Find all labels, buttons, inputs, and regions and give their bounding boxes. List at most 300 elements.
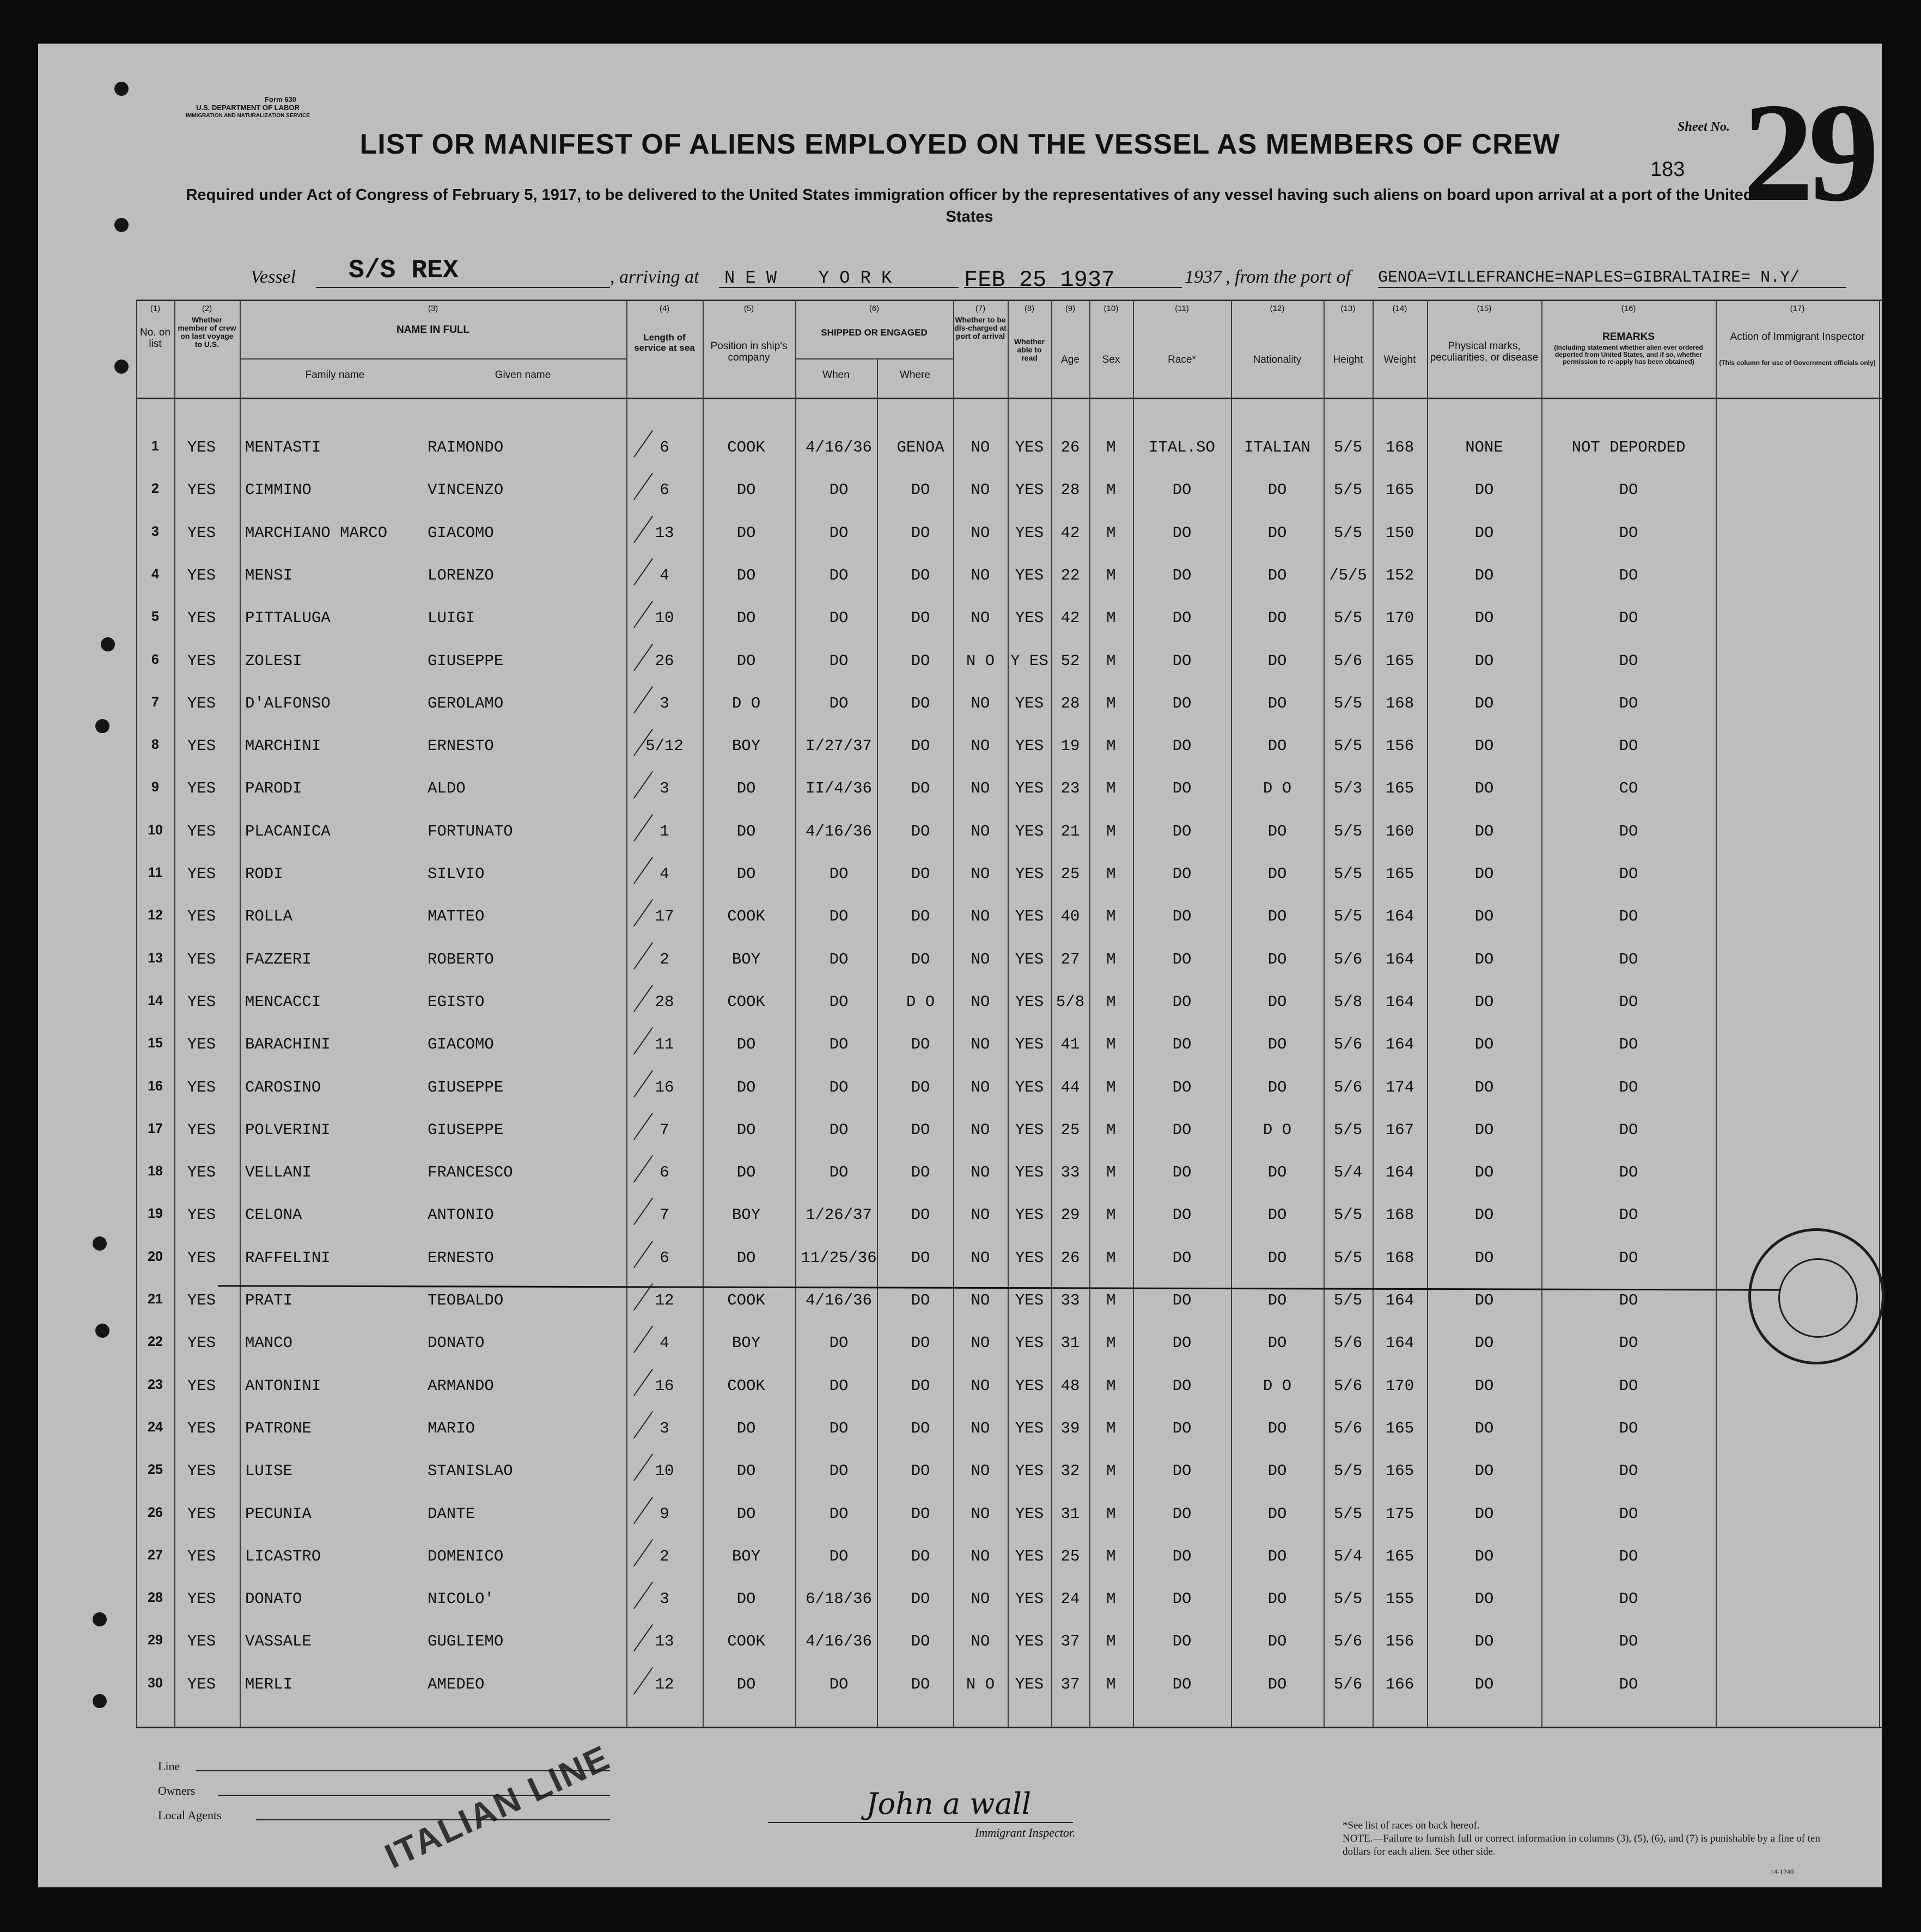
column-number: (17) (1790, 304, 1805, 313)
punch-hole (93, 1694, 107, 1708)
cell-discharged: NO (971, 566, 990, 584)
cell-physical: DO (1474, 1632, 1494, 1650)
cell-service: 7 (660, 1206, 669, 1224)
punch-hole (95, 1324, 109, 1338)
cell-member: YES (187, 993, 216, 1011)
cell-given-name: GUGLIEMO (428, 1632, 504, 1650)
cell-remarks: DO (1619, 1035, 1638, 1053)
row-number: 13 (148, 950, 163, 966)
cell-age: 44 (1060, 1078, 1080, 1096)
cell-position: DO (736, 822, 756, 840)
cell-when: DO (829, 652, 849, 670)
cell-physical: DO (1474, 694, 1494, 712)
row-number: 7 (151, 694, 159, 710)
cell-member: YES (187, 438, 216, 456)
cell-where: DO (911, 481, 930, 499)
name-header-rule (240, 358, 626, 359)
cell-sex: M (1106, 1078, 1116, 1096)
cell-service: 6 (660, 1163, 669, 1181)
cell-sex: M (1106, 438, 1116, 456)
cell-nationality: DO (1267, 694, 1287, 712)
cell-position: COOK (727, 993, 765, 1011)
cell-sex: M (1106, 1419, 1116, 1437)
cell-able-read: YES (1015, 822, 1044, 840)
cell-able-read: YES (1015, 1377, 1044, 1395)
cell-given-name: MATTEO (428, 907, 485, 925)
cell-sex: M (1106, 1547, 1116, 1565)
cell-nationality: DO (1267, 993, 1287, 1011)
cell-position: COOK (727, 1291, 765, 1309)
cell-physical: DO (1474, 865, 1494, 883)
cell-nationality: DO (1267, 822, 1287, 840)
cell-position: BOY (731, 1547, 761, 1565)
cell-nationality: DO (1267, 1206, 1287, 1224)
col-divider (1879, 300, 1880, 1727)
cell-remarks: DO (1619, 1121, 1638, 1139)
row-number: 12 (148, 907, 163, 923)
cell-remarks: DO (1619, 566, 1638, 584)
cell-where: DO (911, 950, 930, 968)
cell-where: DO (911, 694, 930, 712)
cell-member: YES (187, 1462, 216, 1480)
cell-nationality: DO (1267, 1462, 1287, 1480)
cell-family-name: CAROSINO (245, 1078, 321, 1096)
col-divider (1089, 300, 1090, 1727)
cell-service: 3 (660, 1590, 669, 1608)
cell-remarks: DO (1619, 1419, 1638, 1437)
cell-where: DO (911, 609, 930, 627)
cell-where: DO (911, 865, 930, 883)
cell-weight: 170 (1385, 1377, 1414, 1395)
cell-able-read: YES (1015, 1590, 1044, 1608)
cell-member: YES (187, 737, 216, 755)
cell-given-name: GIUSEPPE (428, 1078, 504, 1096)
row-number: 23 (148, 1377, 163, 1392)
cell-able-read: YES (1015, 950, 1044, 968)
cell-age: 29 (1060, 1206, 1080, 1224)
cell-where: DO (911, 779, 930, 797)
header-physical: Physical marks, peculiarities, or disease (1430, 340, 1539, 363)
cell-age: 33 (1060, 1163, 1080, 1181)
cell-position: DO (736, 481, 756, 499)
cell-family-name: MENCACCI (245, 993, 321, 1011)
cell-able-read: YES (1015, 993, 1044, 1011)
cell-weight: 165 (1385, 1462, 1414, 1480)
cell-weight: 160 (1385, 822, 1414, 840)
row-20-strikethrough (218, 1285, 1781, 1291)
cell-position: DO (736, 1419, 756, 1437)
sheet-label: Sheet No. (1678, 120, 1730, 134)
cell-nationality: DO (1267, 1675, 1287, 1693)
cell-given-name: MARIO (428, 1419, 475, 1437)
cell-age: 31 (1060, 1334, 1080, 1352)
header-shipped: SHIPPED OR ENGAGED (821, 327, 928, 338)
cell-physical: DO (1474, 1121, 1494, 1139)
cell-position: DO (736, 652, 756, 670)
cell-when: 4/16/36 (806, 822, 872, 840)
cell-race: DO (1172, 779, 1192, 797)
cell-member: YES (187, 1547, 216, 1565)
cell-given-name: GEROLAMO (428, 694, 504, 712)
seal-eagle-icon (1778, 1258, 1858, 1338)
cell-when: 11/25/36 (801, 1249, 877, 1267)
punch-hole (114, 218, 129, 232)
cell-nationality: DO (1267, 1419, 1287, 1437)
column-number: (14) (1392, 304, 1407, 313)
cell-member: YES (187, 822, 216, 840)
cell-remarks: NOT DEPORDED (1571, 438, 1686, 456)
cell-height: 5/5 (1333, 1121, 1363, 1139)
cell-where: DO (911, 652, 930, 670)
cell-sex: M (1106, 865, 1116, 883)
cell-when: DO (829, 566, 849, 584)
cell-member: YES (187, 865, 216, 883)
row-number: 8 (151, 737, 159, 752)
cell-family-name: ROLLA (245, 907, 293, 925)
cell-family-name: PATRONE (245, 1419, 312, 1437)
cell-sex: M (1106, 1377, 1116, 1395)
cell-discharged: NO (971, 1590, 990, 1608)
cell-family-name: POLVERINI (245, 1121, 331, 1139)
cell-height: 5/5 (1333, 1462, 1363, 1480)
cell-height: 5/6 (1333, 1334, 1363, 1352)
cell-able-read: YES (1015, 1206, 1044, 1224)
cell-physical: DO (1474, 1249, 1494, 1267)
cell-height: 5/5 (1333, 907, 1363, 925)
cell-when: 4/16/36 (806, 438, 872, 456)
arriving-label: , arriving at (610, 267, 699, 287)
cell-race: DO (1172, 524, 1192, 542)
cell-weight: 165 (1385, 652, 1414, 670)
cell-sex: M (1106, 1035, 1116, 1053)
cell-race: DO (1172, 950, 1192, 968)
cell-height: 5/4 (1333, 1163, 1363, 1181)
cell-sex: M (1106, 1462, 1116, 1480)
header-no-on-list: No. on list (140, 327, 170, 350)
cell-able-read: YES (1015, 1249, 1044, 1267)
cell-member: YES (187, 1249, 216, 1267)
cell-when: DO (829, 950, 849, 968)
cell-when: DO (829, 1377, 849, 1395)
date-underline (964, 287, 1182, 288)
cell-height: 5/8 (1333, 993, 1363, 1011)
cell-when: DO (829, 993, 849, 1011)
cell-family-name: PLACANICA (245, 822, 331, 840)
cell-where: DO (911, 737, 930, 755)
cell-member: YES (187, 1632, 216, 1650)
cell-discharged: NO (971, 822, 990, 840)
row-number: 19 (148, 1206, 163, 1221)
cell-sex: M (1106, 737, 1116, 755)
cell-discharged: NO (971, 1249, 990, 1267)
cell-nationality: DO (1267, 1334, 1287, 1352)
cell-race: DO (1172, 1632, 1192, 1650)
cell-age: 25 (1060, 865, 1080, 883)
cell-service: 13 (655, 1632, 674, 1650)
cell-height: 5/5 (1333, 737, 1363, 755)
cell-able-read: YES (1015, 1419, 1044, 1437)
cell-race: DO (1172, 1505, 1192, 1523)
cell-weight: 175 (1385, 1505, 1414, 1523)
penalty-note: NOTE.—Failure to furnish full or correct information in columns (3), (5), (6), and (7) is punishable by a fine of ten dollars for each alien. See other side. (1343, 1833, 1820, 1857)
vessel-underline (316, 287, 610, 288)
cell-when: DO (829, 865, 849, 883)
cell-discharged: NO (971, 1462, 990, 1480)
cell-age: 33 (1060, 1291, 1080, 1309)
cell-given-name: FORTUNATO (428, 822, 513, 840)
cell-height: 5/6 (1333, 1035, 1363, 1053)
cell-service: 2 (660, 1547, 669, 1565)
cell-sex: M (1106, 779, 1116, 797)
cell-where: DO (911, 1121, 930, 1139)
table-bottom-rule (136, 1727, 1882, 1728)
cell-physical: DO (1474, 524, 1494, 542)
from-label: , from the port of (1225, 267, 1351, 287)
cell-race: DO (1172, 609, 1192, 627)
cell-weight: 165 (1385, 1419, 1414, 1437)
col-divider (1133, 300, 1134, 1727)
cell-remarks: DO (1619, 1675, 1638, 1693)
cell-weight: 152 (1385, 566, 1414, 584)
cell-age: 42 (1060, 609, 1080, 627)
page-reference: 183 (1650, 158, 1685, 181)
department: U.S. DEPARTMENT OF LABOR (196, 103, 300, 112)
cell-able-read: YES (1015, 779, 1044, 797)
cell-age: 25 (1060, 1547, 1080, 1565)
cell-age: 42 (1060, 524, 1080, 542)
cell-service: 28 (655, 993, 674, 1011)
cell-age: 24 (1060, 1590, 1080, 1608)
cell-weight: 164 (1385, 1163, 1414, 1181)
cell-service: 3 (660, 1419, 669, 1437)
cell-family-name: PECUNIA (245, 1505, 312, 1523)
cell-weight: 164 (1385, 993, 1414, 1011)
cell-remarks: DO (1619, 907, 1638, 925)
row-number: 26 (148, 1505, 163, 1520)
cell-family-name: ANTONINI (245, 1377, 321, 1395)
cell-service: 2 (660, 950, 669, 968)
cell-height: 5/6 (1333, 1419, 1363, 1437)
cell-physical: DO (1474, 993, 1494, 1011)
cell-remarks: DO (1619, 1078, 1638, 1096)
cell-weight: 164 (1385, 1035, 1414, 1053)
row-number: 10 (148, 822, 163, 838)
cell-sex: M (1106, 1206, 1116, 1224)
cell-family-name: D'ALFONSO (245, 694, 331, 712)
cell-where: DO (911, 1632, 930, 1650)
cell-sex: M (1106, 1334, 1116, 1352)
cell-nationality: ITALIAN (1244, 438, 1310, 456)
cell-member: YES (187, 652, 216, 670)
cell-nationality: D O (1263, 1121, 1292, 1139)
cell-height: 5/6 (1333, 1632, 1363, 1650)
header-length-service: Length of service at sea (634, 332, 695, 353)
header-family-name: Family name (305, 369, 365, 381)
cell-able-read: YES (1015, 1632, 1044, 1650)
header-height: Height (1333, 354, 1363, 365)
cell-given-name: DANTE (428, 1505, 475, 1523)
cell-given-name: FRANCESCO (428, 1163, 513, 1181)
cell-race: DO (1172, 1035, 1192, 1053)
punch-hole (114, 82, 129, 96)
cell-member: YES (187, 1590, 216, 1608)
cell-nationality: DO (1267, 1078, 1287, 1096)
cell-remarks: DO (1619, 993, 1638, 1011)
from-underline (1378, 287, 1846, 288)
cell-service: 17 (655, 907, 674, 925)
cell-remarks: DO (1619, 1547, 1638, 1565)
cell-position: COOK (727, 1632, 765, 1650)
races-note: *See list of races on back hereof. (1343, 1820, 1480, 1831)
cell-height: 5/5 (1333, 1249, 1363, 1267)
cell-physical: DO (1474, 1206, 1494, 1224)
cell-physical: DO (1474, 822, 1494, 840)
cell-remarks: DO (1619, 694, 1638, 712)
cell-discharged: NO (971, 779, 990, 797)
cell-family-name: VASSALE (245, 1632, 312, 1650)
row-number: 20 (148, 1249, 163, 1264)
cell-weight: 168 (1385, 1206, 1414, 1224)
cell-remarks: DO (1619, 1334, 1638, 1352)
cell-family-name: BARACHINI (245, 1035, 331, 1053)
cell-weight: 156 (1385, 1632, 1414, 1650)
cell-age: 39 (1060, 1419, 1080, 1437)
cell-member: YES (187, 907, 216, 925)
cell-where: DO (911, 822, 930, 840)
cell-physical: DO (1474, 1377, 1494, 1395)
cell-given-name: EGISTO (428, 993, 485, 1011)
cell-member: YES (187, 694, 216, 712)
cell-height: 5/5 (1333, 865, 1363, 883)
cell-service: 11 (655, 1035, 674, 1053)
column-number: (15) (1477, 304, 1492, 313)
cell-family-name: RODI (245, 865, 283, 883)
arrival-port: N E W Y O R K (724, 268, 892, 288)
cell-when: DO (829, 1334, 849, 1352)
cell-where: DO (911, 1377, 930, 1395)
header-name-in-full: NAME IN FULL (396, 324, 470, 336)
cell-discharged: NO (971, 993, 990, 1011)
cell-race: DO (1172, 865, 1192, 883)
consulate-seal (1748, 1228, 1885, 1364)
cell-physical: DO (1474, 1334, 1494, 1352)
cell-when: 6/18/36 (806, 1590, 872, 1608)
table-header-rule (136, 398, 1882, 399)
cell-discharged: NO (971, 865, 990, 883)
cell-height: 5/6 (1333, 1078, 1363, 1096)
cell-race: DO (1172, 1377, 1192, 1395)
cell-race: ITAL.SO (1149, 438, 1215, 456)
cell-able-read: YES (1015, 609, 1044, 627)
cell-remarks: DO (1619, 1462, 1638, 1480)
cell-race: DO (1172, 993, 1192, 1011)
row-number: 16 (148, 1078, 163, 1094)
cell-sex: M (1106, 1505, 1116, 1523)
row-number: 3 (151, 524, 159, 539)
cell-member: YES (187, 566, 216, 584)
cell-weight: 174 (1385, 1078, 1414, 1096)
col-divider (1231, 300, 1232, 1727)
cell-discharged: NO (971, 737, 990, 755)
cell-age: 48 (1060, 1377, 1080, 1395)
cell-able-read: YES (1015, 1121, 1044, 1139)
cell-age: 41 (1060, 1035, 1080, 1053)
cell-height: 5/6 (1333, 950, 1363, 968)
cell-remarks: DO (1619, 1206, 1638, 1224)
cell-height: 5/3 (1333, 779, 1363, 797)
cell-given-name: GIACOMO (428, 1035, 494, 1053)
cell-position: DO (736, 609, 756, 627)
form-number: Form 630 (265, 95, 296, 103)
row-number: 2 (151, 481, 159, 496)
cell-weight: 167 (1385, 1121, 1414, 1139)
cell-able-read: Y ES (1010, 652, 1048, 670)
header-race: Race* (1168, 354, 1196, 365)
cell-remarks: DO (1619, 1291, 1638, 1309)
cell-family-name: MARCHIANO MARCO (245, 524, 388, 542)
cell-physical: DO (1474, 1078, 1494, 1096)
cell-when: 4/16/36 (806, 1632, 872, 1650)
cell-when: DO (829, 1505, 849, 1523)
cell-able-read: YES (1015, 524, 1044, 542)
cell-height: 5/5 (1333, 481, 1363, 499)
cell-given-name: ROBERTO (428, 950, 494, 968)
cell-physical: DO (1474, 1291, 1494, 1309)
cell-when: DO (829, 1462, 849, 1480)
cell-position: DO (736, 566, 756, 584)
cell-when: DO (829, 1035, 849, 1053)
cell-race: DO (1172, 737, 1192, 755)
cell-position: DO (736, 1462, 756, 1480)
cell-age: 22 (1060, 566, 1080, 584)
header-member-last-voyage: Whether member of crew on last voyage to U.S. (178, 315, 236, 349)
punch-hole (93, 1612, 107, 1626)
cell-remarks: DO (1619, 1377, 1638, 1395)
cell-position: DO (736, 1078, 756, 1096)
cell-race: DO (1172, 1334, 1192, 1352)
header-remarks: REMARKS (1602, 331, 1655, 343)
cell-given-name: DONATO (428, 1334, 485, 1352)
cell-discharged: NO (971, 694, 990, 712)
cell-remarks: DO (1619, 609, 1638, 627)
cell-race: DO (1172, 1078, 1192, 1096)
cell-service: 4 (660, 1334, 669, 1352)
column-number: (16) (1621, 304, 1636, 313)
row-number: 1 (151, 438, 159, 454)
header-age: Age (1061, 354, 1080, 365)
cell-when: DO (829, 524, 849, 542)
cell-when: DO (829, 1163, 849, 1181)
cell-where: DO (911, 1547, 930, 1565)
row-number: 18 (148, 1163, 163, 1179)
column-number: (3) (428, 304, 438, 313)
cell-when: DO (829, 481, 849, 499)
vessel-label: Vessel (251, 267, 296, 287)
print-code: 14-1240 (1770, 1868, 1794, 1876)
cell-sex: M (1106, 1121, 1116, 1139)
header-when: When (822, 369, 850, 381)
column-number: (1) (150, 304, 161, 313)
cell-given-name: DOMENICO (428, 1547, 504, 1565)
row-number: 29 (148, 1632, 163, 1648)
cell-family-name: MARCHINI (245, 737, 321, 755)
cell-race: DO (1172, 1590, 1192, 1608)
form-meta (131, 95, 365, 120)
cell-position: BOY (731, 1334, 761, 1352)
cell-remarks: CO (1619, 779, 1638, 797)
cell-member: YES (187, 524, 216, 542)
cell-race: DO (1172, 907, 1192, 925)
